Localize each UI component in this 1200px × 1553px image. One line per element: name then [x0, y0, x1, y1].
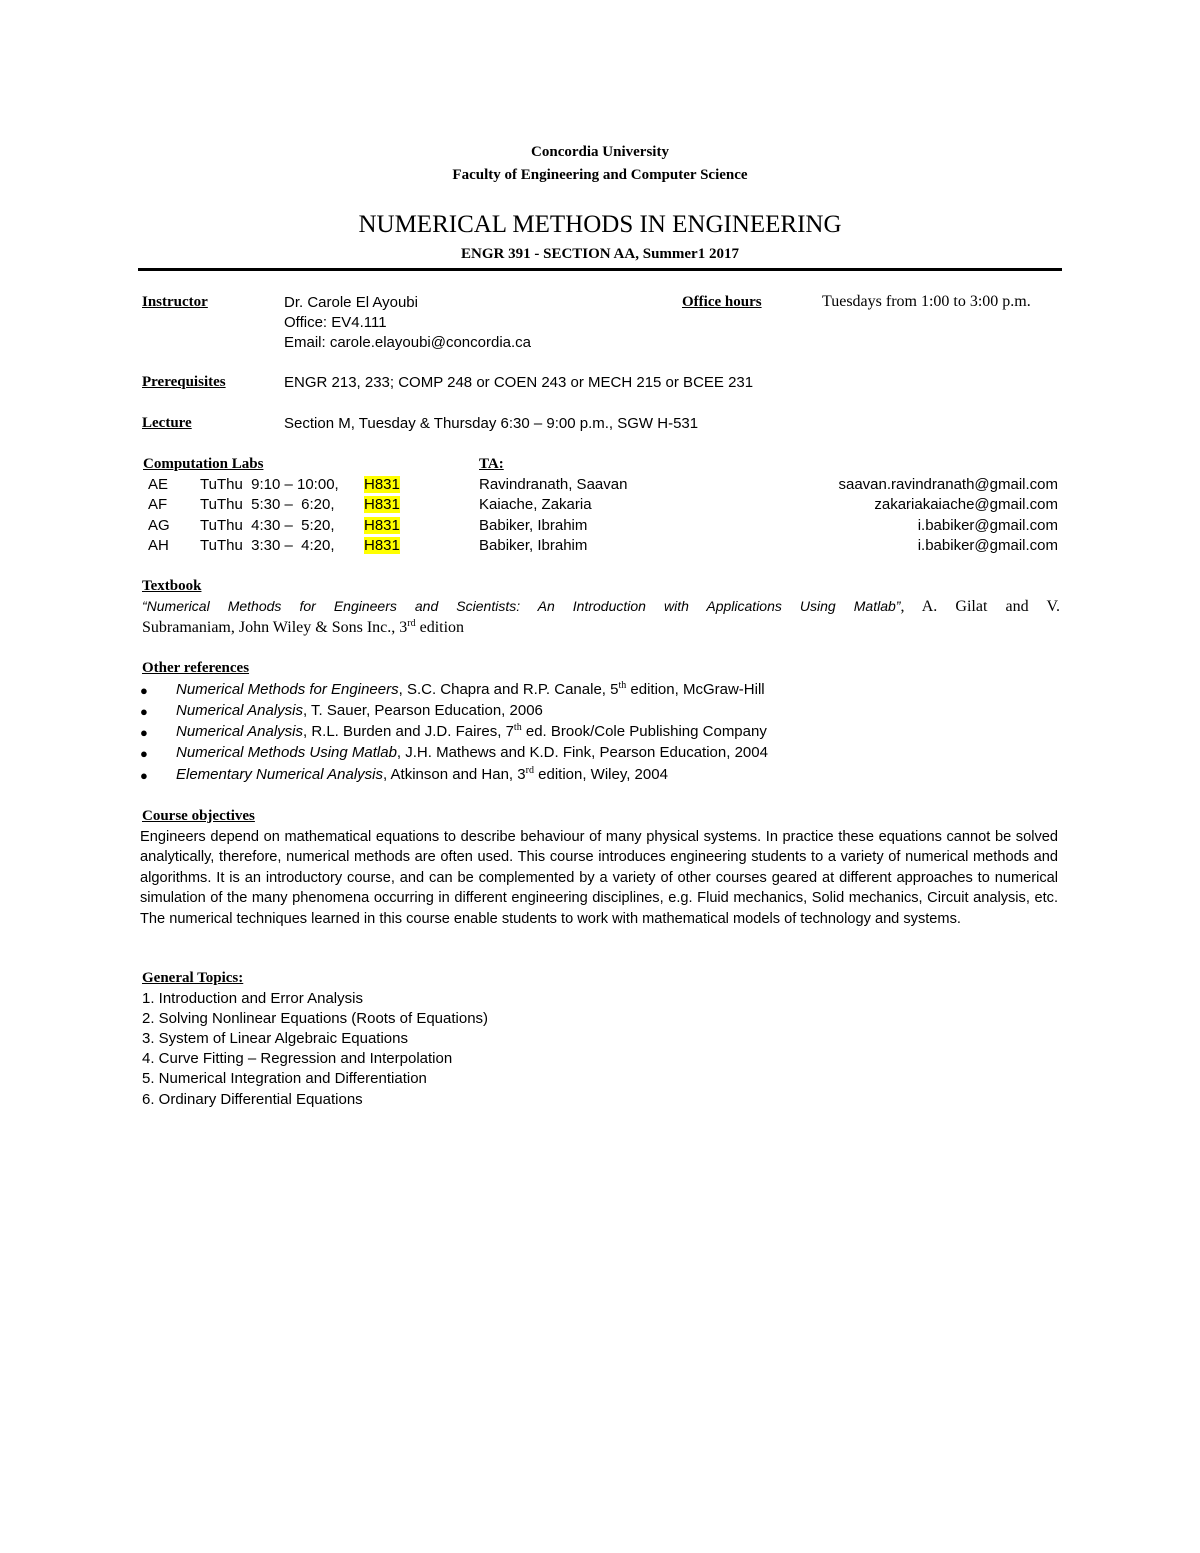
lab-ta-name: Kaiache, Zakaria	[479, 496, 592, 513]
reference-sup: rd	[525, 765, 534, 776]
reference-detail-tail: edition, McGraw-Hill	[626, 681, 765, 698]
lab-ta-name: Ravindranath, Saavan	[479, 476, 628, 493]
reference-title: Numerical Methods for Engineers	[176, 681, 399, 698]
textbook-title: “Numerical Methods for Engineers and Scientists: An Introduction with Applications Using Matlab”	[142, 598, 901, 614]
lab-ta-email: zakariakaiache@gmail.com	[874, 496, 1058, 513]
lab-time: TuThu 4:30 – 5:20,	[200, 517, 335, 534]
reference-detail: , T. Sauer, Pearson Education, 2006	[302, 702, 543, 719]
reference-title: Numerical Analysis	[176, 702, 303, 719]
lab-section: AF	[148, 496, 168, 513]
lecture-label: Lecture	[142, 415, 192, 431]
lab-room: H831	[364, 496, 400, 513]
textbook-publisher: Subramaniam, John Wiley & Sons Inc., 3	[142, 619, 408, 636]
topic-item: 4. Curve Fitting – Regression and Interpolation	[142, 1050, 453, 1067]
textbook-line	[142, 598, 1060, 616]
reference-sup: th	[618, 680, 627, 691]
lab-section: AH	[148, 537, 169, 554]
topic-item: 3. System of Linear Algebraic Equations	[142, 1030, 408, 1047]
topic-item: 6. Ordinary Differential Equations	[142, 1091, 363, 1108]
textbook-edition-sup: rd	[407, 618, 416, 629]
textbook-publisher-line	[142, 619, 464, 637]
course-code: ENGR 391 - SECTION AA, Summer1 2017	[461, 246, 739, 262]
lab-ta-email: i.babiker@gmail.com	[917, 517, 1058, 534]
lab-ta-name: Babiker, Ibrahim	[479, 517, 588, 534]
lab-time: TuThu 5:30 – 6:20,	[200, 496, 335, 513]
reference-detail-tail: edition, Wiley, 2004	[533, 766, 668, 783]
prerequisites-label: Prerequisites	[142, 374, 226, 390]
topics-label: General Topics:	[142, 970, 244, 986]
textbook-label: Textbook	[142, 578, 202, 594]
bullet-icon: ●	[140, 746, 148, 761]
prerequisites-value: ENGR 213, 233; COMP 248 or COEN 243 or MECH 215 or BCEE 231	[284, 374, 754, 391]
ta-label: TA:	[479, 456, 504, 472]
lab-ta-email: saavan.ravindranath@gmail.com	[838, 476, 1058, 493]
topic-item: 2. Solving Nonlinear Equations (Roots of Equations)	[142, 1010, 489, 1027]
instructor-label: Instructor	[142, 294, 208, 310]
header-divider	[138, 268, 1062, 271]
reference-detail: , J.H. Mathews and K.D. Fink, Pearson Education, 2004	[396, 744, 768, 761]
lab-room: H831	[364, 476, 400, 493]
reference-detail: , Atkinson and Han, 3	[383, 766, 526, 783]
lab-time: TuThu 9:10 – 10:00,	[200, 476, 339, 493]
reference-detail-tail: ed. Brook/Cole Publishing Company	[521, 723, 767, 740]
lab-ta-email: i.babiker@gmail.com	[917, 537, 1058, 554]
bullet-icon: ●	[140, 725, 148, 740]
faculty-name: Faculty of Engineering and Computer Science	[452, 167, 748, 183]
course-title: NUMERICAL METHODS IN ENGINEERING	[358, 211, 842, 238]
other-references-label: Other references	[142, 660, 250, 676]
labs-label: Computation Labs	[143, 456, 264, 472]
bullet-icon: ●	[140, 683, 148, 698]
instructor-office: Office: EV4.111	[284, 314, 387, 331]
reference-title: Numerical Methods Using Matlab	[176, 744, 397, 761]
lab-time: TuThu 3:30 – 4:20,	[200, 537, 335, 554]
lab-section: AG	[148, 517, 170, 534]
reference-title: Elementary Numerical Analysis	[176, 766, 384, 783]
university-name: Concordia University	[531, 144, 669, 160]
instructor-name: Dr. Carole El Ayoubi	[284, 294, 418, 311]
office-hours-label: Office hours	[682, 294, 762, 310]
lab-room: H831	[364, 517, 400, 534]
topic-item: 5. Numerical Integration and Differentiation	[142, 1070, 427, 1087]
reference-sup: th	[513, 722, 522, 733]
lab-ta-name: Babiker, Ibrahim	[479, 537, 588, 554]
bullet-icon: ●	[140, 768, 148, 783]
lecture-value: Section M, Tuesday & Thursday 6:30 – 9:00 p.m., SGW H-531	[284, 415, 699, 432]
reference-detail: , R.L. Burden and J.D. Faires, 7	[302, 723, 514, 740]
lab-room: H831	[364, 537, 400, 554]
lab-section: AE	[148, 476, 169, 493]
instructor-email: Email: carole.elayoubi@concordia.ca	[284, 334, 532, 351]
textbook-edition-tail: edition	[415, 619, 465, 636]
objectives-label: Course objectives	[142, 808, 255, 824]
office-hours-value: Tuesdays from 1:00 to 3:00 p.m.	[822, 293, 1031, 310]
reference-title: Numerical Analysis	[176, 723, 303, 740]
objectives-text: Engineers depend on mathematical equations to describe behaviour of many physical systems. In practice these equations cannot be solved analytically, therefore, numerical methods are often used. This course introduces engineering students to a variety of numerical methods and algorithms. It is an introductory course, and can be complemented by a variety of other courses geared at different approaches to numerical simulation of the many phenomena occurring in different engineering disciplines, e.g. Fluid mechanics, Solid mechanics, Circuit analysis, etc. The numerical techniques learned in this course enable students to work with mathematical models of technology and systems.	[140, 829, 1058, 927]
reference-detail: , S.C. Chapra and R.P. Canale, 5	[398, 681, 619, 698]
textbook-authors: , A. Gilat and V.	[900, 598, 1060, 615]
topic-item: 1. Introduction and Error Analysis	[142, 990, 363, 1007]
bullet-icon: ●	[140, 704, 148, 719]
